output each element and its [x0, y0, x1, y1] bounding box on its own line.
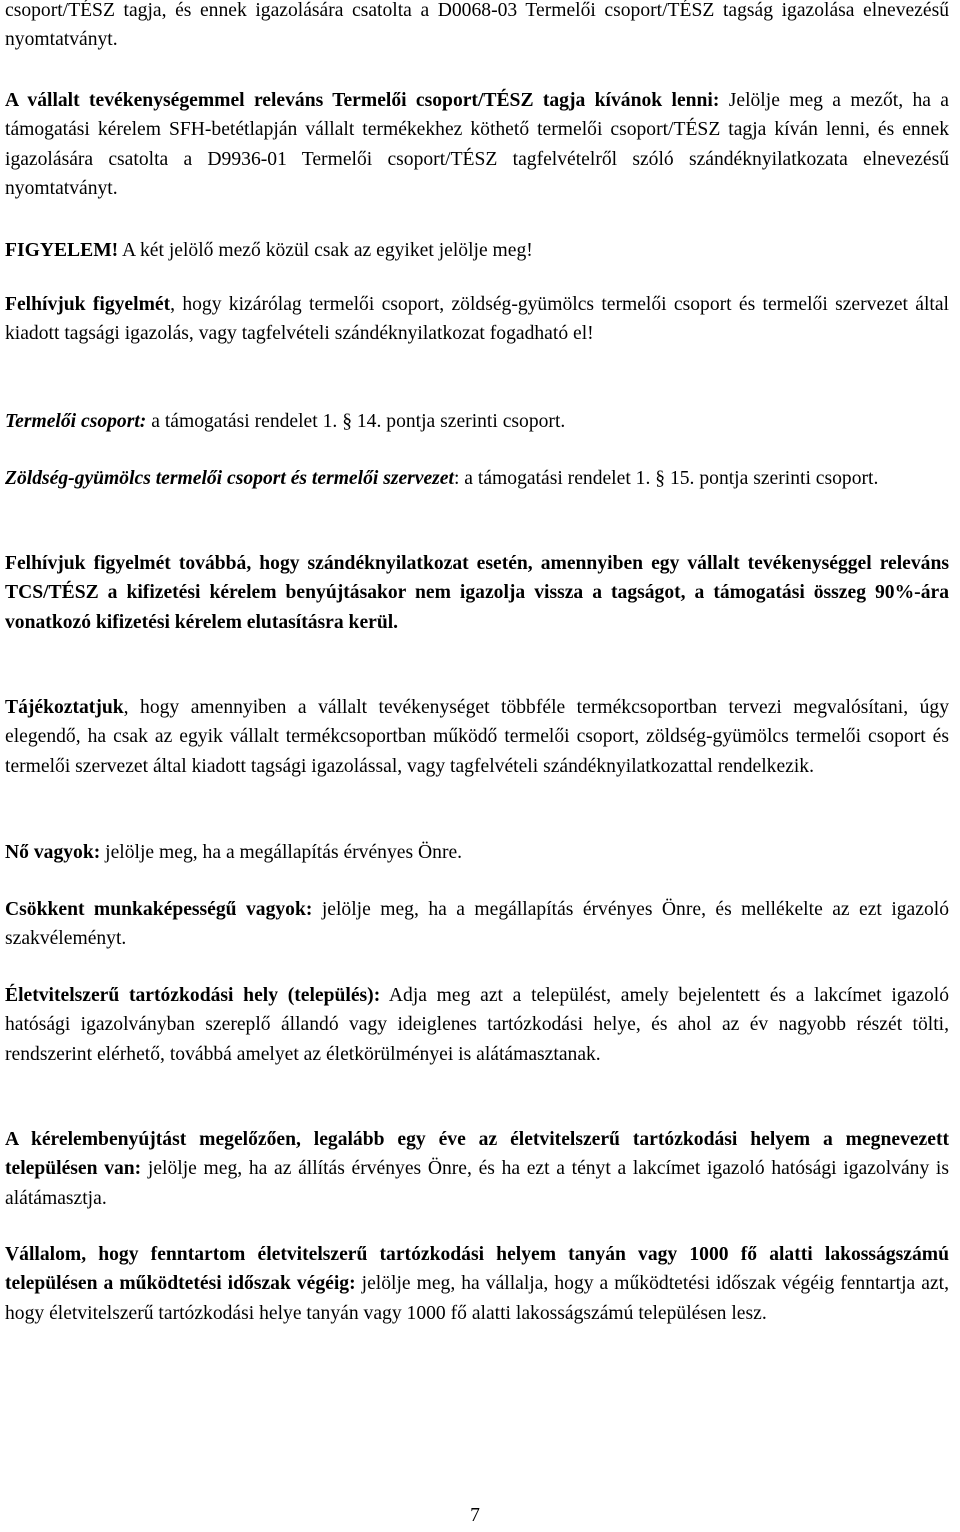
- paragraph-text: , hogy kizárólag termelői csoport, zöldség-gyümölcs termelői csoport és termelői szervezet által kiadott tagsági igazolás, vagy tagfelvételi szándéknyilatkozat fogadható el!: [5, 294, 949, 345]
- paragraph-text: jelölje meg, ha a megállapítás érvényes Önre.: [100, 842, 463, 863]
- paragraph-fruit-vegetable-definition: [5, 464, 949, 493]
- paragraph-heading: Zöldség-gyümölcs termelői csoport és termelői szervezet: [5, 468, 454, 489]
- paragraph-heading: FIGYELEM!: [5, 240, 119, 261]
- paragraph-text: Jelölje meg a mezőt, ha a támogatási kérelem SFH-betétlapján vállalt termékekhez köthető termelői csoport/TÉSZ tagja kíván lenni, és ennek igazolására csatolta a D9936-01 Termelői csoport/TÉSZ tagfelvételről szóló szándéknyilatkozata elnevezésű nyomtatványt.: [5, 90, 949, 200]
- paragraph-heading: Tájékoztatjuk: [5, 697, 124, 718]
- paragraph-heading: Vállalom, hogy fenntartom életvitelszerű tartózkodási helyem tanyán vagy 1000 fő alatti lakosságszámú településen a működtetési időszak végéig:: [5, 1244, 949, 1295]
- paragraph-reduced-capacity: [5, 895, 949, 954]
- paragraph-producer-group-definition: [5, 407, 949, 436]
- paragraph-text: jelölje meg, ha a megállapítás érvényes Önre, és mellékelte az ezt igazoló szakvéleményt.: [5, 899, 949, 950]
- paragraph-residence: [5, 981, 949, 1069]
- paragraph-relevant-tesz-intent: [5, 86, 949, 204]
- paragraph-heading: Életvitelszerű tartózkodási hely (település):: [5, 985, 381, 1006]
- paragraph-text: jelölje meg, ha vállalja, hogy a működtetési időszak végéig fenntartja azt, hogy életvitelszerű tartózkodási helye tanyán vagy 1000 fő alatti lakosságszámú településen lesz.: [5, 1273, 949, 1324]
- paragraph-text: Adja meg azt a települést, amely bejelentett és a lakcímet igazoló hatósági igazolványban szereplő állandó vagy ideiglenes tartózkodási helye, és ahol az év nagyobb részét tölti, rendszerint elérhető, továbbá amelyet az életkörülményei is alátámasztanak.: [5, 985, 949, 1065]
- paragraph-residence-one-year: [5, 1125, 949, 1213]
- paragraph-text: : a támogatási rendelet 1. § 15. pontja szerinti csoport.: [453, 468, 879, 489]
- paragraph-heading: Termelői csoport:: [5, 411, 147, 432]
- paragraph-information: [5, 693, 949, 781]
- paragraph-residence-commitment: [5, 1240, 949, 1328]
- paragraph-attention: [5, 236, 949, 265]
- page-number: 7: [470, 1505, 480, 1526]
- paragraph-notice: [5, 290, 949, 349]
- paragraph-heading: Csökkent munkaképességű vagyok:: [5, 899, 313, 920]
- paragraph-text: A két jelölő mező közül csak az egyiket jelölje meg!: [118, 240, 533, 261]
- paragraph-further-notice: [5, 549, 949, 637]
- paragraph-heading: Felhívjuk figyelmét továbbá, hogy szándéknyilatkozat esetén, amennyiben egy vállalt tevékenységgel releváns TCS/TÉSZ a kifizetési kérelem benyújtásakor nem igazolja vissza a tagságot, a támogatási összeg 90%-ára vonatkozó kifizetési kérelem elutasításra kerül.: [5, 553, 949, 633]
- paragraph-text: a támogatási rendelet 1. § 14. pontja szerinti csoport.: [146, 411, 566, 432]
- paragraph-female: [5, 838, 949, 867]
- paragraph-heading: A vállalt tevékenységemmel releváns Termelői csoport/TÉSZ tagja kívánok lenni:: [5, 90, 720, 111]
- paragraph-text: csoport/TÉSZ tagja, és ennek igazolására csatolta a D0068-03 Termelői csoport/TÉSZ tagság igazolása elnevezésű nyomtatványt.: [5, 0, 949, 51]
- paragraph-heading: Nő vagyok:: [5, 842, 101, 863]
- paragraph-heading: A kérelembenyújtást megelőzően, legalább egy éve az életvitelszerű tartózkodási helyem a megnevezett településen van:: [5, 1129, 949, 1180]
- paragraph-text: , hogy amennyiben a vállalt tevékenységet többféle termékcsoportban tervezi megvalósítani, úgy elegendő, ha csak az egyik vállalt termékcsoportban működő termelői csoport, zöldség-gyümölcs termelői csoport és termelői szervezet által kiadott tagsági igazolással, vagy tagfelvételi szándéknyilatkozattal rendelkezik.: [5, 697, 949, 777]
- paragraph-tesz-membership: [5, 0, 949, 55]
- paragraph-text: jelölje meg, ha az állítás érvényes Önre, és ha ezt a tényt a lakcímet igazoló hatósági igazolvány is alátámasztja.: [5, 1158, 949, 1209]
- paragraph-heading: Felhívjuk figyelmét: [5, 294, 171, 315]
